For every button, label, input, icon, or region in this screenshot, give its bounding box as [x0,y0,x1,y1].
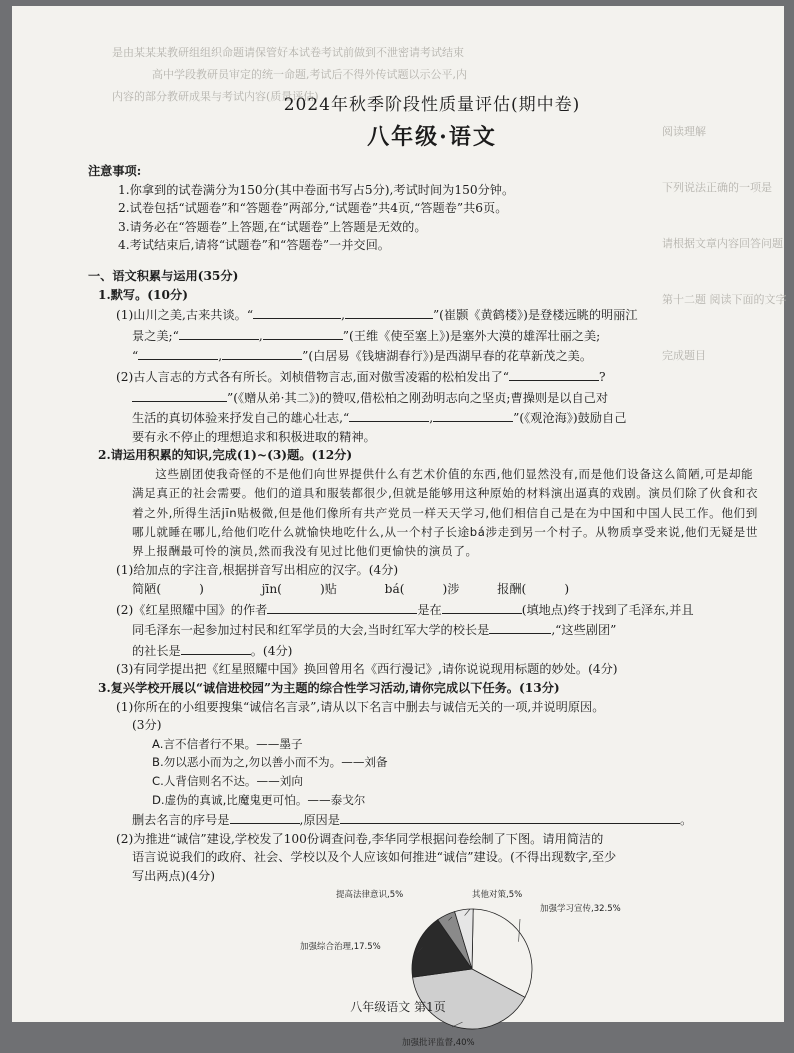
q2-sub1: (1)给加点的字注音,根据拼音写出相应的汉字。(4分) [116,563,399,578]
exam-subtitle: 八年级·语文 [367,124,497,150]
q2-sub2-line3 [102,640,762,661]
q3-sub2-line1: (2)为推进“诚信”建设,学校发了100份调查问卷,李华同学根据问卷绘制了下图。请用简洁的 [116,831,604,846]
q1-part2-line2 [102,387,762,408]
text: 的社长是 [132,643,181,658]
text: ) [564,581,570,596]
exam-title: 2024年秋季阶段性质量评估(期中卷) [283,95,581,115]
question-1 [98,286,762,447]
q3-sub2-line2: 语言说说我们的政府、社会、学校以及个人应该如何推进“诚信”建设。(不得出现数字,至少 [132,850,617,865]
ghost-line: 内容的部分教研成果与考试内容(质量评估) [112,90,319,103]
ghost-line: 高中学段教研员审定的统一命题,考试后不得外传试题以示公平,内 [152,68,467,81]
answer-blank[interactable] [253,304,341,319]
text: ? [599,369,606,384]
notice-item: 2.试卷包括“试题卷”和“答题卷”两部分,“试题卷”共4页,“答题卷”共6页。 [118,201,508,216]
text: , [341,308,345,323]
q3-option-c: C.人背信则名不达。——刘向 [152,773,303,788]
text: )涉 [442,581,460,596]
answer-blank[interactable] [132,387,227,402]
pie-label: 加强批评监督,40% [402,1038,475,1049]
notice-section [88,162,762,255]
answer-blank[interactable] [179,325,259,340]
exam-paper [12,6,787,1049]
answer-blank[interactable] [222,345,302,360]
q2-sub2-line1 [102,599,762,620]
q2-label: 2.请运用积累的知识,完成(1)~(3)题。(12分) [98,448,353,463]
answer-blank[interactable] [138,345,218,360]
q3-option-a: A.言不信者行不果。——墨子 [152,736,303,751]
notice-item: 4.考试结束后,请将“试题卷”和“答题卷”一并交回。 [118,238,390,253]
notice-item: 3.请务必在“答题卷”上答题,在“试题卷”上答题是无效的。 [118,219,427,234]
text: ”(《赠从弟·其二》)的赞叹,借松柏之刚劲明志向之坚贞;曹操则是以自己对 [227,390,609,405]
text: (1)山川之美,古来共谈。“ [116,308,254,323]
q2-sub2-line2 [102,619,762,640]
answer-blank[interactable] [267,599,417,614]
answer-blank[interactable] [509,366,599,381]
text: ”(王维《使至塞上》)是塞外大漠的雄浑壮丽之美; [342,328,601,343]
text: 。(4分) [250,643,293,658]
q2-passage: 这些剧团使我奇怪的不是他们向世界提供什么有艺术价值的东西,他们显然没有,而是他们设备这么简陋,可是却能满足真正的社会需要。他们的道具和服装都很少,但就是能够用这种原始的材料演出逼真的戏剧。演员们除了伙食和衣着之外,所得生活jīn贴极微,但是他们像所有共产党员一样天天学习,他们相信自己是在为中国和中国人民工作。他们到哪儿就睡在哪儿,给他们吃什么就愉快地吃什么,从一个村子长途bá涉走到另一个村子。从物质享受来说,他们无疑是世界上报酬最可怜的演员,然而我没有见过比他们更愉快的演员了。 [132,466,759,559]
pie-label: 加强学习宣传,32.5% [540,904,621,915]
answer-blank[interactable] [263,325,343,340]
q1-part2-line4: 要有永不停止的理想追求和积极进取的精神。 [132,429,376,444]
q1-part1-line3 [102,345,762,366]
ghost-line: 是由某某某教研组组织命题请保管好本试卷考试前做到不泄密请考试结束 [112,46,464,59]
answer-blank[interactable] [442,599,522,614]
question-2 [98,446,762,679]
survey-pie-chart [102,887,762,1047]
text: 删去名言的序号是 [132,813,230,828]
text: (填地点)终于找到了毛泽东,并且 [521,602,694,617]
q3-label: 3.复兴学校开展以“诚信进校园”为主题的综合性学习活动,请你完成以下任务。(13分) [98,680,560,695]
q3-sub1-line1: (1)你所在的小组要搜集“诚信名言录”,请从以下名言中删去与诚信无关的一项,并说明原因。 [116,699,605,714]
text: , [258,328,263,343]
pie-chart-svg [102,887,762,1047]
answer-blank[interactable] [345,304,433,319]
q2-sub1-items [102,580,762,599]
text: 生活的真切体验来抒发自己的雄心壮志,“ [132,411,350,426]
text: )贴 [319,581,337,596]
text: 报酬( [497,581,527,596]
answer-blank[interactable] [230,809,300,824]
pie-label: 加强综合治理,17.5% [300,942,381,953]
text: , [429,411,434,426]
answer-blank[interactable] [489,619,551,634]
text: 同毛泽东一起参加过村民和红军学员的大会,当时红军大学的校长是 [132,623,490,638]
q1-part1-line2 [102,325,762,346]
ghost-line: 请根据文章内容回答问题 [662,237,783,250]
q1-part2-line3 [102,407,762,428]
notice-heading: 注意事项: [88,164,142,178]
q1-label: 1.默写。(10分) [98,287,188,302]
ghost-line: 完成题目 [662,349,706,362]
q3-delete-line [102,809,762,830]
text: 是在 [417,602,442,617]
answer-blank[interactable] [181,640,251,655]
text: ”(崔颢《黄鹤楼》)是登楼远眺的明丽江 [432,308,638,323]
text: ,原因是 [299,813,340,828]
q3-option-d: D.虚伪的真诚,比魔鬼更可怕。——泰戈尔 [152,792,366,807]
q3-option-b: B.勿以恶小而为之,勿以善小而不为。——刘备 [152,755,388,770]
answer-blank[interactable] [349,407,429,422]
text: (2)《红星照耀中国》的作者 [116,602,268,617]
text: jīn( [261,581,282,596]
text: 简陋( [132,581,162,596]
notice-item: 1.你拿到的试卷满分为150分(其中卷面书写占5分),考试时间为150分钟。 [118,182,515,197]
text: ”(《观沧海》)鼓励自己 [513,411,627,426]
ghost-line: 第十二题 阅读下面的文字 [662,293,787,306]
text: (2)古人言志的方式各有所长。刘桢借物言志,面对傲雪凌霜的松柏发出了“ [116,369,509,384]
page-footer: 八年级语文 第1页 [350,1000,446,1014]
ghost-line: 下列说法正确的一项是 [662,181,772,194]
text: ”(白居易《钱塘湖春行》)是西湖早春的花草新茂之美。 [302,349,593,364]
text: “ [132,349,139,364]
section-heading: 一、语文积累与运用(35分) [88,268,239,283]
q1-part2-line1 [102,366,762,387]
text: 景之美;“ [132,328,179,343]
q3-sub1-line2: (3分) [132,718,162,733]
q2-sub3: (3)有同学提出把《红星照耀中国》换回曾用名《西行漫记》,请你说说现用标题的妙处。(4分) [116,662,618,677]
pie-label: 其他对策,5% [472,890,523,901]
text: bá( [384,581,405,596]
ghost-line: 阅读理解 [662,125,706,138]
q1-part1-line1 [102,304,762,325]
pie-label: 提高法律意识,5% [336,890,404,901]
text: 。 [679,813,693,828]
exam-content [88,94,762,1049]
text: , [218,349,223,364]
text: ) [199,581,204,596]
text: ,“这些剧团” [551,623,617,638]
answer-blank[interactable] [340,809,680,824]
question-3 [98,679,762,1049]
answer-blank[interactable] [433,407,513,422]
q3-sub2-line3: 写出两点)(4分) [132,868,215,883]
